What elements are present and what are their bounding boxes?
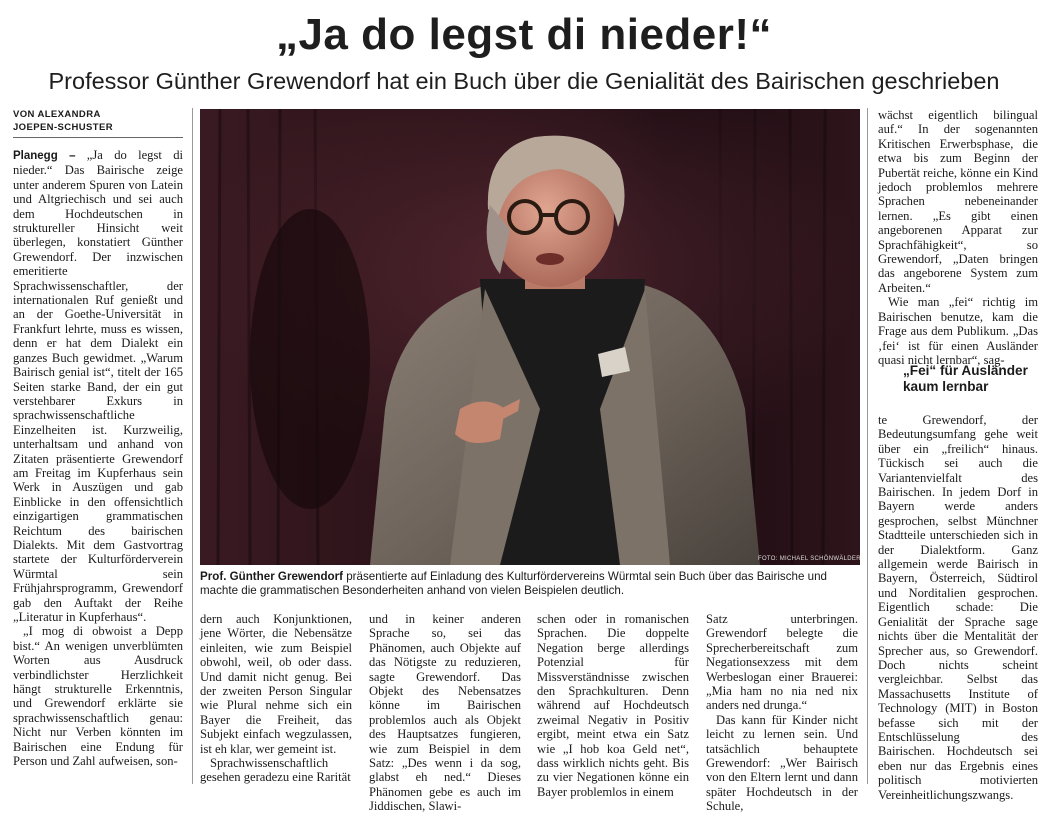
byline-rule xyxy=(13,137,183,138)
caption-name: Prof. Günther Grewendorf xyxy=(200,570,343,583)
speaker-photo-illustration xyxy=(200,109,860,565)
column-divider xyxy=(867,108,868,784)
caption-text: präsentierte auf Einladung des Kulturfördervereins Würmtal sein Buch über das Bairische und machte die grammatischen Besonderheiten anhand von vielen Beispielen deutlich. xyxy=(200,570,827,597)
column-5 xyxy=(706,612,858,814)
subheadline: Professor Günther Grewendorf hat ein Buch über die Genialität des Bairischen geschrieben xyxy=(48,68,1000,94)
byline-line-2: JOEPEN-SCHUSTER xyxy=(13,122,113,133)
photo-caption xyxy=(200,570,862,598)
paragraph: „Ja do legst di nieder.“ Das Bairische zeige unter anderem Spuren von Latein und Altgriechisch und sei auch dem Hochdeutschen in struktureller Hinsicht weit überlegen, konstatiert Günther Grewendorf. Der inzwischen emeritierte Sprachwissenschaftler, der internationalen Ruf genießt und an der Goethe-Universität in Frankfurt lehrte, muss es wissen, denn er hat dem Dialekt ein ganzes Buch gewidmet. „Warum Bairisch genial ist“, titelt der 165 Seiten starke Band, der ein gut verstehbarer Exkurs in sprachwissenschaftliche Einzelheiten ist. Kurzweilig, unterhaltsam und anhand von Zitaten präsentierte Grewendorf am Freitag im Kupferhaus sein Werk in Auszügen und gab Einblicke in den offensichtlich einzigartigen grammatischen Reichtum des bairischen Dialekts. Mit dem Gastvortrag startete der Kulturförderverein Würmtal sein Frühjahrsprogramm, Grewendorf gab den Auftakt der Reihe „Literatur in Kupferhaus“. xyxy=(13,148,183,624)
paragraph: und in keiner anderen Sprache so, sei das Phänomen, auch Objekte auf das Nötigste zu reduzieren, sagte Grewendorf. Das Objekt des Nebensatzes könne im Bairischen problemlos auch als Objekt des Hauptsatzes fungieren, wie zum Beispiel in dem Satz: „Des wenn i da sog, glabst eh ned.“ Dieses Phänomen gebe es auch im Jiddischen, Slawi- xyxy=(369,612,521,814)
paragraph: Wie man „fei“ richtig im Bairischen benutze, kam die Frage aus dem Publikum. „Das ‚fei‘ ist für einen Ausländer quasi nicht lernbar“, sag- xyxy=(878,295,1038,367)
paragraph: „I mog di obwoist a Depp bist.“ An wenigen unverblümten Worten aus Ausdruck verbindlichster Herzlichkeit hängt strukturelle Erkenntnis, und Grewendorf erklärte sie sprachwissenschaftlich genau: Nicht nur Verben könnten im Bairischen eine Endung für Person und Zahl aufweisen, son- xyxy=(13,624,183,769)
column-6-top xyxy=(878,108,1038,367)
paragraph: Satz unterbringen. Grewendorf belegte die Sprecherbereitschaft zum Negationsexzess mit dem Werbeslogan einer Brauerei: „Mia ham no nia ned nix anders ned drunga.“ xyxy=(706,612,858,713)
paragraph: wächst eigentlich bilingual auf.“ In der sogenannten Kritischen Erwerbsphase, die etwa bis zum Beginn der Pubertät reiche, könne ein Kind jedoch problemlos mehrere Sprachen nebeneinander lernen. „Es gibt einen angeborenen Apparat zur Sprachfähigkeit“, so Grewendorf, „Daten bringen das angeborene System zum Arbeiten.“ xyxy=(878,108,1038,295)
headline: „Ja do legst di nieder!“ xyxy=(275,10,773,59)
dateline: Planegg – xyxy=(13,150,76,162)
column-6-bottom xyxy=(878,413,1038,802)
byline xyxy=(13,108,183,134)
column-4 xyxy=(537,612,689,799)
article-photo xyxy=(200,109,860,565)
paragraph: schen oder in romanischen Sprachen. Die doppelte Negation berge allerdings Potenzial für Missverständnisse zwischen den Sprachkulturen. Denn während auf Hochdeutsch zweimal Negativ in Positiv ergibt, meint etwa ein Satz wie „I hob koa Geld net“, dass wirklich nichts geht. Bis zu vier Negationen könne ein Bayer problemlos in einem xyxy=(537,612,689,799)
byline-line-1: VON ALEXANDRA xyxy=(13,109,101,120)
photo-credit: FOTO: MICHAEL SCHÖNWÄLDER xyxy=(758,556,861,562)
paragraph: dern auch Konjunktionen, jene Wörter, die Nebensätze einleiten, wie zum Beispiel obwohl, weil, ob oder dass. Und damit nicht genug. Bei der zweiten Person Singular wie Plural nehme sich ein Bayer die Freiheit, das Subjekt einfach wegzulassen, ist eh klar, wer gemeint ist. xyxy=(200,612,352,756)
column-1 xyxy=(13,148,183,784)
column-3 xyxy=(369,612,521,814)
paragraph: Sprachwissenschaftlich gesehen geradezu eine Rarität xyxy=(200,756,351,785)
column-divider xyxy=(192,108,193,784)
paragraph: te Grewendorf, der Bedeutungsumfang gehe weit über ein „freilich“ hinaus. Tückisch sei auch die Variantenvielfalt des Bairischen. In jedem Dorf in Bayern werde anders gesprochen, selbst Münchner Stadtteile unterschieden sich in der Dialektform. Ganz allgemein werde Bairisch in Bayern, Österreich, Südtirol und Norditalien gesprochen. Eigentlich schade: Die Genialität der Sprache sage nichts über die Mentalität der Sprecher aus, so Grewendorf. Doch nichts scheint vergleichbar. Selbst das Massachusetts Institute of Technology (MIT) in Boston befasse sich mit der Entschlüsselung des Bairischen. Hochdeutsch sei eben nur das Ergebnis eines politisch motivierten Vereinheitlichungszwangs. xyxy=(878,413,1038,802)
paragraph: Das kann für Kinder nicht leicht zu lernen sein. Und tatsächlich behauptete Grewendorf: „Wer Bairisch von den Eltern lernt und dann später Hochdeutsch in der Schule, xyxy=(706,712,858,814)
column-2 xyxy=(200,612,352,784)
crosshead: „Fei“ für Ausländer kaum lernbar xyxy=(903,363,1028,394)
